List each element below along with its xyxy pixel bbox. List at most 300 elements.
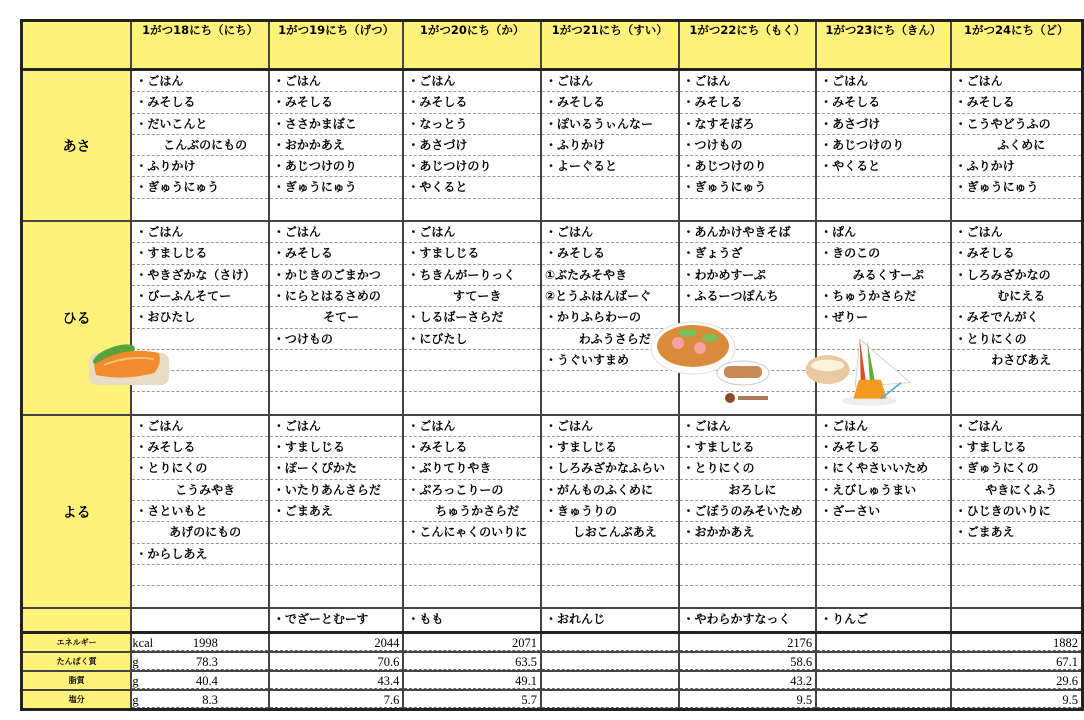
menu-item: ・あじつけのり bbox=[404, 156, 540, 177]
menu-item bbox=[817, 199, 949, 220]
nutrition-value: 9.5 bbox=[1062, 692, 1078, 707]
menu-item: しおこんぶあえ bbox=[542, 522, 678, 543]
corner-cell bbox=[22, 21, 132, 70]
menu-item: ・ちゅうかさらだ bbox=[817, 286, 949, 307]
nutrition-line bbox=[542, 691, 678, 708]
menu-item: ・とりにくの bbox=[952, 329, 1081, 350]
menu-item bbox=[270, 392, 402, 413]
yakisoba-gyoza-image bbox=[648, 318, 778, 408]
menu-item bbox=[817, 522, 949, 543]
nutrition-cell bbox=[269, 652, 403, 671]
nutrition-line bbox=[680, 634, 816, 651]
snack-cell bbox=[951, 608, 1083, 632]
menu-item: ・すましじる bbox=[542, 437, 678, 458]
menu-item: ・つけもの bbox=[680, 135, 816, 156]
menu-item: ・ごはん bbox=[542, 222, 678, 243]
menu-item: ・わかめすーぷ bbox=[680, 265, 816, 286]
menu-item bbox=[270, 522, 402, 543]
menu-item: ・ぎゅうにくの bbox=[952, 458, 1081, 479]
day-header: 1がつ19にち（げつ） bbox=[269, 21, 403, 70]
menu-item: ・しろみざかなふらい bbox=[542, 458, 678, 479]
nutrition-cell bbox=[951, 690, 1083, 710]
nutrition-cell bbox=[269, 671, 403, 690]
snack-label bbox=[22, 608, 132, 632]
nutrition-cell bbox=[541, 632, 679, 652]
menu-item: ・なすそぼろ bbox=[680, 114, 816, 135]
nutrition-value: 2071 bbox=[511, 635, 537, 650]
menu-item: ・ふるーつぽんち bbox=[680, 286, 816, 307]
menu-item: ・ごはん bbox=[680, 71, 816, 92]
menu-item: ・ごはん bbox=[542, 71, 678, 92]
nutrition-line bbox=[952, 634, 1081, 651]
nutrition-cell bbox=[131, 690, 269, 710]
menu-item: ・にらとはるさめの bbox=[270, 286, 402, 307]
menu-item: ・ごはん bbox=[817, 416, 949, 437]
menu-item: ・おかかあえ bbox=[680, 522, 816, 543]
nutrition-value: 7.6 bbox=[383, 692, 400, 707]
menu-item: ふくめに bbox=[952, 135, 1081, 156]
menu-item: ・なっとう bbox=[404, 114, 540, 135]
menu-item: ・きのこの bbox=[817, 243, 949, 264]
nutrition-line bbox=[542, 653, 678, 670]
menu-item: ・みそしる bbox=[542, 92, 678, 113]
nutrition-cell bbox=[403, 671, 541, 690]
menu-item: ・みそしる bbox=[542, 243, 678, 264]
menu-item: わふうさらだ bbox=[542, 329, 678, 350]
menu-item: ②とうふはんばーぐ bbox=[542, 286, 678, 307]
nutrition-line bbox=[680, 653, 816, 670]
nutrition-cell bbox=[679, 690, 817, 710]
nutrition-cell bbox=[951, 652, 1083, 671]
menu-item: ・あじつけのり bbox=[270, 156, 402, 177]
menu-item: ・ふりかけ bbox=[132, 156, 268, 177]
menu-item: ・ふりかけ bbox=[542, 135, 678, 156]
menu-item: ・みそしる bbox=[817, 92, 949, 113]
nutrition-value: 5.7 bbox=[521, 692, 537, 707]
menu-item: あげのにもの bbox=[132, 522, 268, 543]
menu-item: ・みそしる bbox=[132, 437, 268, 458]
menu-item bbox=[404, 350, 540, 371]
meal-label: よる bbox=[22, 415, 132, 609]
menu-item: すてーき bbox=[404, 286, 540, 307]
nutrition-line bbox=[132, 672, 268, 689]
meal-cell bbox=[541, 415, 679, 609]
nutrition-value: 43.4 bbox=[377, 673, 400, 688]
menu-item bbox=[952, 371, 1081, 392]
meal-cell bbox=[131, 415, 269, 609]
snack-cell bbox=[131, 608, 269, 632]
meal-cell bbox=[541, 70, 679, 222]
menu-item: ・ぽーくぴかた bbox=[270, 458, 402, 479]
nutrition-row bbox=[22, 671, 1083, 690]
nutrition-row bbox=[22, 632, 1083, 652]
nutrition-line bbox=[542, 672, 678, 689]
nutrition-cell bbox=[679, 652, 817, 671]
snack-item: ・りんご bbox=[820, 612, 869, 627]
nutrition-line bbox=[817, 634, 949, 651]
menu-item: ・きゅうりの bbox=[542, 501, 678, 522]
menu-item bbox=[952, 392, 1081, 413]
nutrition-value: 1882 bbox=[1053, 635, 1078, 650]
nutrition-label: 脂質 bbox=[22, 671, 132, 690]
snack-cell bbox=[816, 608, 950, 632]
nutrition-line bbox=[404, 691, 540, 708]
nutrition-row bbox=[22, 690, 1083, 710]
menu-item bbox=[680, 565, 816, 586]
soup-sandwich-pudding-image bbox=[800, 332, 915, 408]
menu-item: ・みそしる bbox=[952, 243, 1081, 264]
snack-item: ・やわらかすなっく bbox=[682, 612, 791, 627]
snack-cell bbox=[541, 608, 679, 632]
menu-item bbox=[270, 565, 402, 586]
menu-item: ・ぶりてりやき bbox=[404, 458, 540, 479]
snack-item bbox=[132, 609, 268, 630]
nutrition-line bbox=[952, 691, 1081, 708]
menu-item bbox=[680, 199, 816, 220]
menu-item bbox=[132, 565, 268, 586]
day-header: 1がつ18にち（にち） bbox=[131, 21, 269, 70]
menu-item bbox=[270, 199, 402, 220]
menu-item: こうみやき bbox=[132, 480, 268, 501]
nutrition-cell bbox=[951, 671, 1083, 690]
meal-row-1 bbox=[22, 221, 1083, 415]
meal-row-0 bbox=[22, 70, 1083, 222]
meal-cell bbox=[816, 70, 950, 222]
menu-item: ・ごまあえ bbox=[270, 501, 402, 522]
nutrition-value: 2044 bbox=[374, 635, 400, 650]
meal-row-2 bbox=[22, 415, 1083, 609]
nutrition-value: 29.6 bbox=[1056, 673, 1078, 688]
nutrition-cell bbox=[816, 690, 950, 710]
menu-item: ・あじつけのり bbox=[817, 135, 949, 156]
menu-item: ・ごはん bbox=[404, 71, 540, 92]
unit: g bbox=[132, 673, 139, 688]
nutrition-cell bbox=[541, 671, 679, 690]
menu-item: ・にくやさいいため bbox=[817, 458, 949, 479]
menu-item: ・やくると bbox=[404, 177, 540, 198]
menu-item bbox=[542, 565, 678, 586]
menu-item: ・あさづけ bbox=[404, 135, 540, 156]
unit: g bbox=[132, 692, 139, 707]
meal-cell bbox=[679, 70, 817, 222]
menu-item: ・あんかけやきそば bbox=[680, 222, 816, 243]
menu-item: ・ごはん bbox=[270, 222, 402, 243]
menu-item: ・ごはん bbox=[542, 416, 678, 437]
nutrition-line bbox=[680, 672, 816, 689]
nutrition-line bbox=[270, 691, 402, 708]
nutrition-line bbox=[132, 691, 268, 708]
menu-item: わさびあえ bbox=[952, 350, 1081, 371]
nutrition-line bbox=[817, 691, 949, 708]
menu-item bbox=[404, 586, 540, 607]
meal-cell bbox=[131, 70, 269, 222]
menu-item bbox=[680, 586, 816, 607]
nutrition-value: 63.5 bbox=[515, 654, 537, 669]
menu-item bbox=[132, 392, 268, 413]
menu-item: ・みそしる bbox=[404, 437, 540, 458]
menu-item: ・ぶろっこりーの bbox=[404, 480, 540, 501]
nutrition-cell bbox=[269, 690, 403, 710]
menu-item: ・こうやどうふの bbox=[952, 114, 1081, 135]
menu-item: ・ごはん bbox=[132, 222, 268, 243]
menu-item bbox=[132, 199, 268, 220]
meal-cell bbox=[951, 70, 1083, 222]
menu-item: ・にびたし bbox=[404, 329, 540, 350]
meal-cell bbox=[269, 70, 403, 222]
nutrition-value: 2176 bbox=[787, 635, 813, 650]
menu-item: ・みそしる bbox=[680, 92, 816, 113]
menu-item: ・やきざかな（さけ） bbox=[132, 265, 268, 286]
nutrition-cell bbox=[541, 652, 679, 671]
menu-item bbox=[817, 565, 949, 586]
menu-item bbox=[952, 565, 1081, 586]
meal-cell bbox=[403, 415, 541, 609]
menu-item: ・がんものふくめに bbox=[542, 480, 678, 501]
menu-item bbox=[680, 544, 816, 565]
menu-item: ・ぱん bbox=[817, 222, 949, 243]
nutrition-value: 67.1 bbox=[1056, 654, 1078, 669]
meal-cell bbox=[816, 415, 950, 609]
menu-item: ・びーふんそてー bbox=[132, 286, 268, 307]
menu-item: ・ごはん bbox=[132, 71, 268, 92]
menu-item: ・ごぼうのみそいため bbox=[680, 501, 816, 522]
menu-item: ・ぎゅうにゅう bbox=[270, 177, 402, 198]
snack-cell bbox=[403, 608, 541, 632]
menu-item: ・ささかまぼこ bbox=[270, 114, 402, 135]
nutrition-line bbox=[952, 672, 1081, 689]
menu-item: ・ぎゅうにゅう bbox=[680, 177, 816, 198]
menu-item: ・みそしる bbox=[952, 92, 1081, 113]
menu-item: ・うぐいすまめ bbox=[542, 350, 678, 371]
menu-item: ・すましじる bbox=[952, 437, 1081, 458]
header-row bbox=[22, 21, 1083, 70]
nutrition-value: 58.6 bbox=[790, 654, 813, 669]
nutrition-cell bbox=[541, 690, 679, 710]
nutrition-line bbox=[952, 653, 1081, 670]
grilled-salmon-image bbox=[84, 335, 174, 390]
menu-item: ・おかかあえ bbox=[270, 135, 402, 156]
meal-cell bbox=[403, 70, 541, 222]
menu-item: ・ぎょうざ bbox=[680, 243, 816, 264]
nutrition-value: 78.3 bbox=[196, 654, 218, 669]
snack-item: ・でざーとむーす bbox=[272, 612, 369, 627]
meal-cell bbox=[679, 415, 817, 609]
menu-item: ・あさづけ bbox=[817, 114, 949, 135]
menu-item: むにえる bbox=[952, 286, 1081, 307]
meal-cell bbox=[269, 415, 403, 609]
nutrition-cell bbox=[679, 632, 817, 652]
menu-item: ・ちきんがーりっく bbox=[404, 265, 540, 286]
menu-item bbox=[270, 586, 402, 607]
nutrition-cell bbox=[816, 632, 950, 652]
menu-item: ・いたりあんさらだ bbox=[270, 480, 402, 501]
menu-item bbox=[817, 177, 949, 198]
menu-item bbox=[542, 177, 678, 198]
nutrition-line bbox=[817, 672, 949, 689]
menu-item: ・ごはん bbox=[270, 416, 402, 437]
snack-item: ・おれんじ bbox=[544, 612, 605, 627]
menu-item: ・みそしる bbox=[132, 92, 268, 113]
nutrition-cell bbox=[403, 690, 541, 710]
nutrition-line bbox=[270, 634, 402, 651]
nutrition-line bbox=[680, 691, 816, 708]
menu-item: ・すましじる bbox=[680, 437, 816, 458]
menu-item bbox=[404, 544, 540, 565]
nutrition-line bbox=[270, 672, 402, 689]
nutrition-line bbox=[270, 653, 402, 670]
snack-item: ・もも bbox=[407, 612, 444, 627]
nutrition-cell bbox=[403, 652, 541, 671]
menu-item: ・ぎゅうにゅう bbox=[132, 177, 268, 198]
menu-item: ・ごはん bbox=[270, 71, 402, 92]
meal-cell bbox=[403, 221, 541, 415]
nutrition-value: 8.3 bbox=[202, 692, 218, 707]
meal-cell bbox=[951, 221, 1083, 415]
day-header: 1がつ20にち（か） bbox=[403, 21, 541, 70]
menu-item bbox=[952, 586, 1081, 607]
snack-cell bbox=[269, 608, 403, 632]
snack-item bbox=[952, 609, 1081, 630]
menu-item bbox=[542, 544, 678, 565]
nutrition-line bbox=[404, 672, 540, 689]
menu-item: ・ひじきのいりに bbox=[952, 501, 1081, 522]
menu-item: ・ごはん bbox=[404, 222, 540, 243]
menu-item: ・やくると bbox=[817, 156, 949, 177]
menu-item: ・かりふらわーの bbox=[542, 307, 678, 328]
menu-item: ・ごはん bbox=[952, 416, 1081, 437]
day-header: 1がつ21にち（すい） bbox=[541, 21, 679, 70]
nutrition-line bbox=[542, 634, 678, 651]
day-header: 1がつ23にち（きん） bbox=[816, 21, 950, 70]
meal-cell bbox=[951, 415, 1083, 609]
menu-item bbox=[542, 586, 678, 607]
menu-item: ・ごはん bbox=[404, 416, 540, 437]
menu-item: ・ごはん bbox=[952, 71, 1081, 92]
menu-item: ・みそしる bbox=[270, 243, 402, 264]
menu-item: ・ごはん bbox=[817, 71, 949, 92]
menu-item bbox=[952, 199, 1081, 220]
menu-item: ・みそでんがく bbox=[952, 307, 1081, 328]
meal-label: ひる bbox=[22, 221, 132, 415]
menu-item: ・しろみざかなの bbox=[952, 265, 1081, 286]
menu-item: ・こんにゃくのいりに bbox=[404, 522, 540, 543]
nutrition-value: 1998 bbox=[192, 635, 218, 650]
menu-item: ・しるばーさらだ bbox=[404, 307, 540, 328]
menu-item: ・みそしる bbox=[270, 92, 402, 113]
menu-item: ・ぽいるうぃんなー bbox=[542, 114, 678, 135]
nutrition-value: 70.6 bbox=[377, 654, 400, 669]
menu-item: ・ごまあえ bbox=[952, 522, 1081, 543]
menu-item bbox=[542, 199, 678, 220]
nutrition-value: 43.2 bbox=[790, 673, 813, 688]
menu-item: おろしに bbox=[680, 480, 816, 501]
meal-cell bbox=[269, 221, 403, 415]
menu-item bbox=[270, 544, 402, 565]
menu-item bbox=[132, 586, 268, 607]
menu-item: ・すましじる bbox=[404, 243, 540, 264]
menu-item bbox=[270, 371, 402, 392]
menu-item: ・おひたし bbox=[132, 307, 268, 328]
menu-item: ・ごはん bbox=[952, 222, 1081, 243]
nutrition-line bbox=[404, 653, 540, 670]
unit: kcal bbox=[132, 635, 154, 650]
snack-cell bbox=[679, 608, 817, 632]
menu-item: ・みそしる bbox=[817, 437, 949, 458]
menu-item: ・えびしゅうまい bbox=[817, 480, 949, 501]
nutrition-label: エネルギー bbox=[22, 632, 132, 652]
nutrition-cell bbox=[131, 671, 269, 690]
menu-item: ・ぜりー bbox=[817, 307, 949, 328]
nutrition-cell bbox=[131, 632, 269, 652]
menu-item: ・すましじる bbox=[270, 437, 402, 458]
menu-item bbox=[952, 544, 1081, 565]
menu-item: こんぶのにもの bbox=[132, 135, 268, 156]
day-header: 1がつ24にち（ど） bbox=[951, 21, 1083, 70]
nutrition-cell bbox=[816, 652, 950, 671]
menu-item: ・ぎゅうにゅう bbox=[952, 177, 1081, 198]
meal-label: あさ bbox=[22, 70, 132, 222]
menu-item: ちゅうかさらだ bbox=[404, 501, 540, 522]
menu-item: ・とりにくの bbox=[132, 458, 268, 479]
menu-item bbox=[404, 371, 540, 392]
nutrition-label: 塩分 bbox=[22, 690, 132, 710]
menu-item: ・からしあえ bbox=[132, 544, 268, 565]
nutrition-label: たんぱく質 bbox=[22, 652, 132, 671]
menu-table bbox=[20, 19, 1084, 711]
menu-item bbox=[404, 199, 540, 220]
menu-item bbox=[817, 586, 949, 607]
nutrition-value: 49.1 bbox=[515, 673, 537, 688]
nutrition-cell bbox=[131, 652, 269, 671]
nutrition-value: 40.4 bbox=[196, 673, 218, 688]
menu-item: ・とりにくの bbox=[680, 458, 816, 479]
nutrition-cell bbox=[951, 632, 1083, 652]
nutrition-value: 9.5 bbox=[796, 692, 813, 707]
menu-item: ・だいこんと bbox=[132, 114, 268, 135]
menu-item bbox=[404, 392, 540, 413]
nutrition-cell bbox=[403, 632, 541, 652]
menu-item bbox=[404, 565, 540, 586]
unit: g bbox=[132, 654, 139, 669]
menu-item bbox=[270, 350, 402, 371]
nutrition-row bbox=[22, 652, 1083, 671]
day-header: 1がつ22にち（もく） bbox=[679, 21, 817, 70]
menu-item: みるくすーぷ bbox=[817, 265, 949, 286]
menu-item: ・ふりかけ bbox=[952, 156, 1081, 177]
menu-item: ①ぶたみそやき bbox=[542, 265, 678, 286]
menu-item: ・あじつけのり bbox=[680, 156, 816, 177]
menu-item: ・みそしる bbox=[404, 92, 540, 113]
menu-item: ・ざーさい bbox=[817, 501, 949, 522]
snack-row bbox=[22, 608, 1083, 632]
nutrition-line bbox=[404, 634, 540, 651]
nutrition-cell bbox=[679, 671, 817, 690]
menu-item: ・ごはん bbox=[680, 416, 816, 437]
menu-item: そてー bbox=[270, 307, 402, 328]
menu-item bbox=[817, 544, 949, 565]
menu-item: ・すましじる bbox=[132, 243, 268, 264]
nutrition-line bbox=[132, 634, 268, 651]
menu-item: やきにくふう bbox=[952, 480, 1081, 501]
menu-item: ・かじきのごまかつ bbox=[270, 265, 402, 286]
menu-item: ・つけもの bbox=[270, 329, 402, 350]
nutrition-line bbox=[132, 653, 268, 670]
nutrition-line bbox=[817, 653, 949, 670]
menu-item: ・さといもと bbox=[132, 501, 268, 522]
menu-item: ・よーぐると bbox=[542, 156, 678, 177]
nutrition-cell bbox=[816, 671, 950, 690]
menu-item: ・ごはん bbox=[132, 416, 268, 437]
